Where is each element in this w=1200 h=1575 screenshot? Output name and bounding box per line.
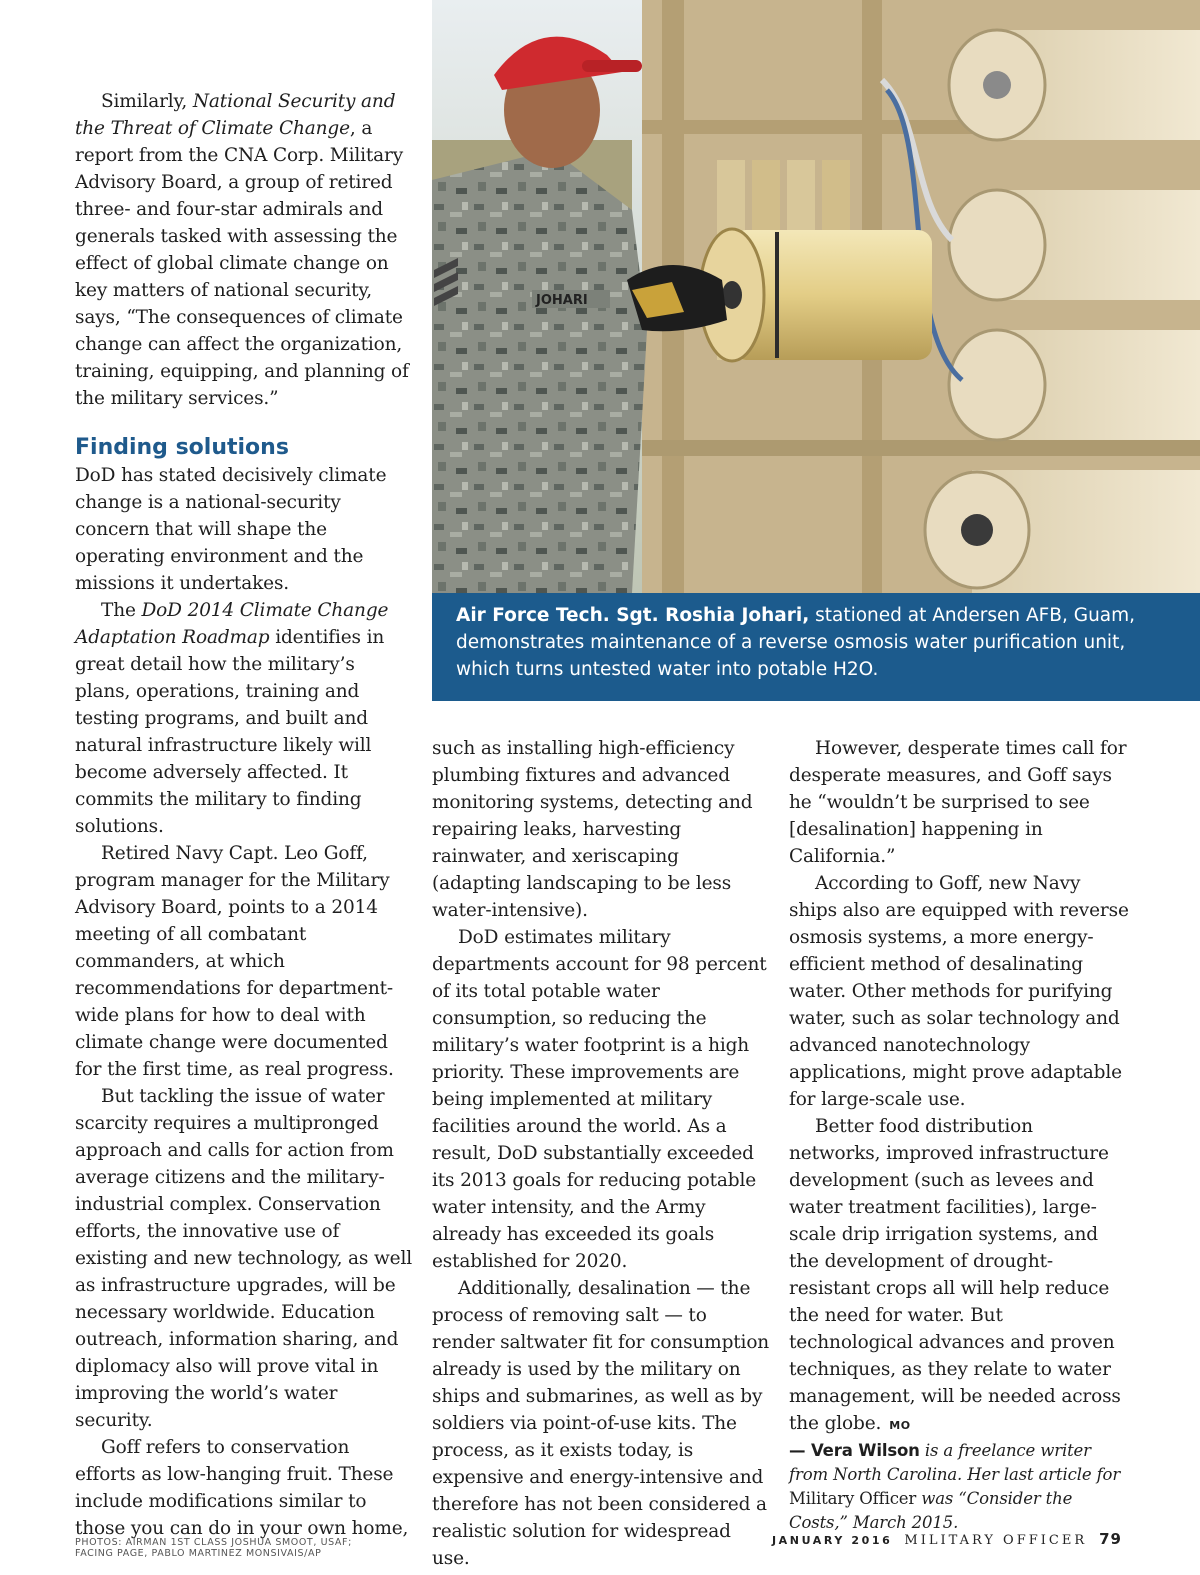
roadmap-title: DoD 2014 Climate Change Adaptation Roadmap xyxy=(75,600,389,648)
name-tape-text: JOHARI xyxy=(536,293,588,308)
text-run: was “Consider the Costs,” March 2015. xyxy=(789,1489,1073,1532)
text-run: Similarly, xyxy=(101,91,193,112)
page-number: 79 xyxy=(1099,1530,1122,1548)
paragraph xyxy=(75,88,415,412)
paragraph: According to Goff, new Navy ships also are equipped with reverse osmosis systems, a more energy-efficient method of desalinating water. Other methods for purifying water, such as solar technology and advanced nanotechnology applications, might prove adaptable for large-scale use. xyxy=(789,873,1129,1110)
paragraph: Retired Navy Capt. Leo Goff, program manager for the Military Advisory Board, points to a 2014 meeting of all combatant commanders, at which recommendations for department-wide plans for how to deal with climate change were documented for the first time, as real progress. xyxy=(75,843,394,1080)
paragraph xyxy=(75,597,415,840)
photo-caption xyxy=(432,593,1200,701)
article-column-left xyxy=(75,88,415,1542)
text-run: Better food distribution networks, improved infrastructure development (such as levees and water treatment facilities), large-scale drip irrigation systems, and the development of drought-resistant crops all will help reduce the need for water. But technological advances and proven techniques, as they relate to water management, will be needed across the globe. xyxy=(789,1116,1121,1434)
photo-illustration xyxy=(432,0,1200,593)
text-run: The xyxy=(101,600,142,621)
paragraph: However, desperate times call for desperate measures, and Goff says he “wouldn’t be surprised to see [desalination] happening in California.” xyxy=(789,738,1127,867)
author-name: — Vera Wilson xyxy=(789,1441,920,1460)
paragraph: such as installing high-efficiency plumbing fixtures and advanced monitoring systems, detecting and repairing leaks, harvesting rainwater, and xeriscaping (adapting landscaping to be less water-intensive). xyxy=(432,738,753,921)
text-run: identifies in great detail how the military’s plans, operations, training and testing programs, and built and natural infrastructure likely will become adversely affected. It commits the military to finding solutions. xyxy=(75,627,385,837)
paragraph: But tackling the issue of water scarcity requires a multipronged approach and calls for action from average citizens and the military-industrial complex. Conservation efforts, the innovative use of existing and new technology, as well as infrastructure upgrades, will be necessary worldwide. Education outreach, information sharing, and diplomacy also will prove vital in improving the world’s water security. xyxy=(75,1086,413,1431)
issue-date: JANUARY 2016 xyxy=(771,1534,893,1547)
paragraph: Additionally, desalination — the process of removing salt — to render saltwater fit for consumption already is used by the military on ships and submarines, as well as by soldiers via point-of-use kits. The process, as it exists today, is expensive and energy-intensive and therefore has not been considered a realistic solution for widespread use. xyxy=(432,1278,770,1569)
article-column-right xyxy=(789,735,1129,1535)
paragraph: DoD has stated decisively climate change is a national-security concern that will shape the operating environment and the missions it undertakes. xyxy=(75,465,387,594)
magazine-name: Military Officer xyxy=(789,1489,917,1508)
end-mark: MO xyxy=(889,1419,911,1432)
paragraph: Goff refers to conservation efforts as low-hanging fruit. These include modifications similar to those you can do in your own home, xyxy=(75,1437,409,1539)
caption-lead: Air Force Tech. Sgt. Roshia Johari, xyxy=(456,605,810,626)
author-bio xyxy=(789,1439,1129,1535)
paragraph: DoD estimates military departments account for 98 percent of its total potable water consumption, so reducing the military’s water footprint is a high priority. These improvements are being implemented at military facilities around the world. As a result, DoD substantially exceeded its 2013 goals for reducing potable water intensity, and the Army already has exceeded its goals established for 2020. xyxy=(432,927,767,1272)
caption-text: stationed at Andersen AFB, Guam, demonstrates maintenance of a reverse osmosis water purification unit, which turns untested water into potable H2O. xyxy=(456,605,1136,680)
report-title: National Security and the Threat of Climate Change xyxy=(75,91,396,139)
photo-credits xyxy=(75,1537,415,1559)
article-column-middle xyxy=(432,735,772,1572)
credits-line: FACING PAGE, PABLO MARTINEZ MONSIVAIS/AP xyxy=(75,1548,322,1559)
credits-line: PHOTOS: AIRMAN 1ST CLASS JOSHUA SMOOT, USAF; xyxy=(75,1537,352,1548)
page-folio xyxy=(772,1530,1122,1548)
paragraph xyxy=(789,1113,1129,1439)
text-run: is a freelance writer from North Carolina. Her last article for xyxy=(789,1441,1121,1484)
article-photo xyxy=(432,0,1200,593)
section-subhead: Finding solutions xyxy=(75,435,289,460)
text-run: , a report from the CNA Corp. Military Advisory Board, a group of retired three- and four-star admirals and generals tasked with assessing the effect of global climate change on key matters of national security, says, “The consequences of climate change can affect the organization, training, equipping, and planning of the military services.” xyxy=(75,118,409,409)
magazine-title: MILITARY OFFICER xyxy=(904,1533,1088,1548)
